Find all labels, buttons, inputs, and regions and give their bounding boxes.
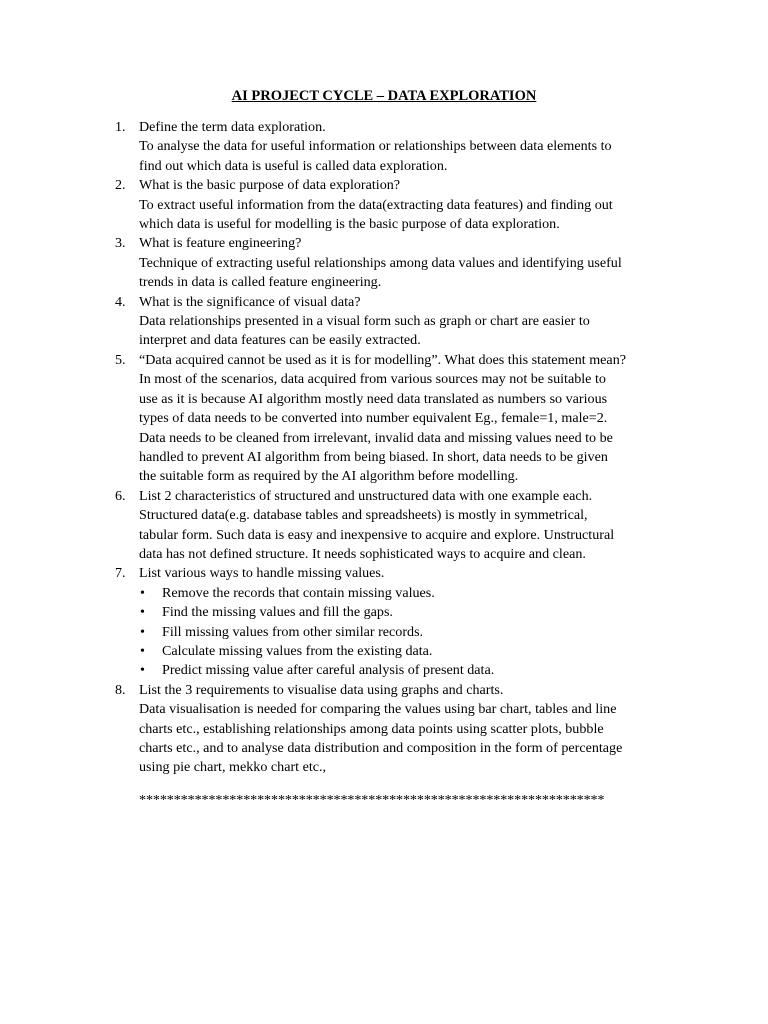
answer-line: which data is useful for modelling is the basic purpose of data exploration.: [139, 216, 560, 233]
bullet-icon: •: [140, 642, 145, 659]
question-text: List various ways to handle missing values.: [139, 565, 385, 582]
answer-line: Data visualisation is needed for comparing the values using bar chart, tables and line: [139, 701, 617, 718]
question-text: List the 3 requirements to visualise data using graphs and charts.: [139, 681, 504, 698]
bullet-text: Fill missing values from other similar records.: [162, 623, 424, 640]
answer-line: handled to prevent AI algorithm from being biased. In short, data needs to be given: [139, 448, 608, 465]
question-number: 5.: [115, 351, 126, 368]
answer-line: To extract useful information from the data(extracting data features) and finding out: [139, 196, 613, 213]
question-text: What is the basic purpose of data exploration?: [139, 177, 401, 194]
question-number: 8.: [115, 681, 126, 698]
bullet-icon: •: [140, 662, 145, 679]
bullet-text: Remove the records that contain missing values.: [162, 584, 435, 601]
answer-line: Structured data(e.g. database tables and spreadsheets) is mostly in symmetrical,: [139, 507, 588, 524]
bullet-list: [139, 584, 682, 681]
bullet-item: [139, 642, 682, 661]
answer-line: To analyse the data for useful information or relationships between data elements to: [139, 138, 612, 155]
answer-line: Data relationships presented in a visual form such as graph or chart are easier to: [139, 313, 590, 330]
question-item-4: [112, 293, 682, 351]
bullet-text: Predict missing value after careful analysis of present data.: [162, 662, 495, 679]
question-item-1: [112, 118, 682, 176]
separator-line: *******************************************************************: [139, 792, 605, 808]
bullet-item: [139, 623, 682, 642]
question-item-5: [112, 351, 682, 487]
question-list: [112, 118, 682, 778]
question-text: Define the term data exploration.: [139, 119, 326, 135]
question-item-6: [112, 487, 682, 565]
question-number: 6.: [115, 487, 126, 504]
answer-line: In most of the scenarios, data acquired from various sources may not be suitable to: [139, 371, 606, 388]
answer-line: tabular form. Such data is easy and inexpensive to acquire and explore. Unstructural: [139, 526, 615, 543]
question-number: 3.: [115, 235, 126, 252]
answer-line: charts etc., establishing relationships among data points using scatter plots, bubble: [139, 720, 604, 737]
answer-line: trends in data is called feature engineering.: [139, 274, 382, 291]
answer-line: Technique of extracting useful relationships among data values and identifying useful: [139, 254, 622, 271]
page-title: AI PROJECT CYCLE – DATA EXPLORATION: [231, 88, 537, 104]
question-text: What is feature engineering?: [139, 235, 302, 252]
bullet-icon: •: [140, 584, 145, 601]
question-number: 7.: [115, 565, 126, 582]
answer-line: charts etc., and to analyse data distribution and composition in the form of percentage: [139, 740, 623, 756]
bullet-item: [139, 661, 682, 680]
answer-line: data has not defined structure. It needs sophisticated ways to acquire and clean.: [139, 545, 586, 562]
bullet-text: Calculate missing values from the existing data.: [162, 642, 433, 659]
question-item-3: [112, 234, 682, 292]
answer-line: the suitable form as required by the AI algorithm before modelling.: [139, 468, 519, 485]
bullet-icon: •: [140, 604, 145, 621]
question-text: “Data acquired cannot be used as it is for modelling”. What does this statement mean?: [139, 351, 626, 368]
question-number: 2.: [115, 177, 126, 194]
question-item-7: [112, 564, 682, 680]
answer-line: types of data needs to be converted into number equivalent Eg., female=1, male=2.: [139, 410, 608, 427]
bullet-item: [139, 603, 682, 622]
answer-line: use as it is because AI algorithm mostly need data translated as numbers so various: [139, 390, 608, 407]
bullet-item: [139, 584, 682, 603]
question-text: List 2 characteristics of structured and unstructured data with one example each.: [139, 487, 593, 504]
bullet-icon: •: [140, 623, 145, 640]
answer-line: using pie chart, mekko chart etc.,: [139, 759, 327, 776]
question-item-2: [112, 176, 682, 234]
bullet-text: Find the missing values and fill the gaps.: [162, 604, 393, 621]
answer-line: interpret and data features can be easily extracted.: [139, 332, 421, 349]
question-number: 4.: [115, 293, 126, 310]
question-text: What is the significance of visual data?: [139, 293, 361, 310]
question-number: 1.: [115, 119, 126, 135]
answer-line: Data needs to be cleaned from irrelevant, invalid data and missing values need to be: [139, 429, 613, 446]
answer-line: find out which data is useful is called data exploration.: [139, 157, 448, 174]
question-item-8: [112, 681, 682, 778]
